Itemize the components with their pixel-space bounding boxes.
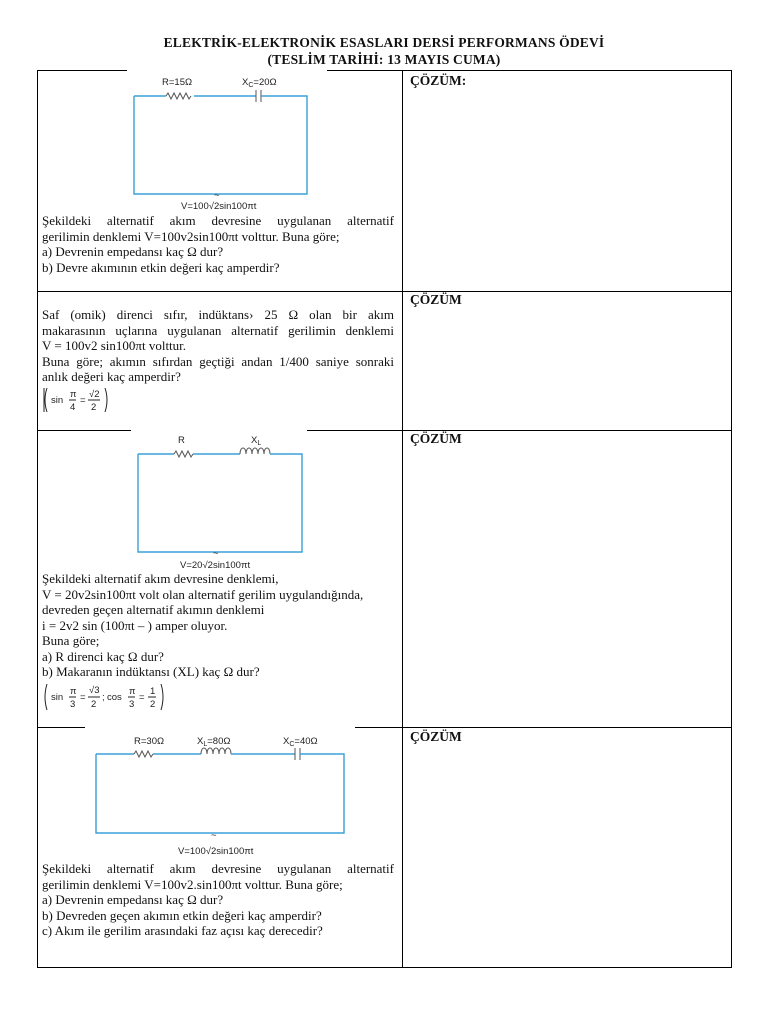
capacitor-label: $X_C=20\Omega$ (242, 77, 277, 89)
inductor-label: $X_L$ (251, 435, 262, 447)
solution-label-2: ÇÖZÜM (410, 292, 462, 307)
resistor-symbol (174, 451, 193, 457)
svg-text:=: = (80, 692, 86, 703)
resistor-symbol (166, 93, 191, 99)
svg-text:cos: cos (107, 692, 122, 703)
source-label: V=100√2sin100πt (181, 201, 257, 212)
hint-formula-sin (43, 386, 115, 414)
question-1-text (42, 213, 394, 275)
resistor-symbol (134, 751, 153, 757)
question-2-line: makarasının uçlarına uygulanan alternatif gerilimin denklemi (42, 322, 394, 338)
svg-text:1: 1 (150, 686, 156, 697)
question-2-line: anlık değeri kaç amperdir? (42, 369, 181, 384)
svg-text:sin: sin (51, 692, 64, 703)
svg-text:2: 2 (91, 402, 97, 413)
resistor-label: R=30Ω (134, 736, 165, 747)
capacitor-symbol (256, 90, 261, 102)
svg-text:π: π (129, 686, 136, 697)
svg-text:π: π (70, 686, 77, 697)
question-4-line: Şekildeki alternatif akım devresine uygulanan alternatif (42, 861, 394, 876)
question-2-text (42, 307, 394, 385)
svg-text:=: = (139, 692, 145, 703)
question-4-line: a) Devrenin empedansı kaç Ω dur? (42, 892, 224, 907)
ac-source-symbol: ~ (214, 190, 220, 201)
source-label: V=20√2sin100πt (180, 560, 251, 571)
solution-label-3: ÇÖZÜM (410, 431, 462, 446)
rlc-circuit-diagram (90, 730, 350, 860)
page-title: ELEKTRİK-ELEKTRONİK ESASLARI DERSİ PERFORMANS ÖDEVİ (163, 35, 605, 50)
inductor-label: $X_L=80\Omega$ (197, 736, 231, 748)
rl-circuit-diagram (130, 432, 310, 572)
source-label: V=100√2sin100πt (178, 846, 254, 857)
question-2-line: Saf (omik) direnci sıfır, indüktans› 25 Ω olan bir akım (42, 307, 394, 322)
hint-formula-sin-cos (43, 682, 183, 712)
question-3-line: a) R direnci kaç Ω dur? (42, 648, 164, 664)
svg-text:4: 4 (70, 402, 76, 413)
question-3-line: devreden geçen alternatif akımın denklemi (42, 602, 265, 617)
capacitor-symbol (295, 748, 300, 760)
question-3-text (42, 571, 394, 680)
inductor-symbol (201, 748, 231, 754)
question-3-line: b) Makaranın indüktansı (XL) kaç Ω dur? (42, 664, 260, 679)
question-3-line: V = 20v2sin100πt volt olan alternatif gerilim uygulandığında, (42, 586, 364, 602)
svg-text:sin: sin (51, 395, 64, 406)
svg-text:√2: √2 (89, 389, 100, 400)
question-1-line: Şekildeki alternatif akım devresine uygulanan alternatif (42, 213, 394, 228)
deadline-subtitle: (TESLİM TARİHİ: 13 MAYIS CUMA) (267, 52, 501, 67)
solution-label-4: ÇÖZÜM (410, 729, 462, 744)
question-1-line: b) Devre akımının etkin değeri kaç amperdir? (42, 259, 280, 275)
capacitor-label: $X_C=40\Omega$ (283, 736, 318, 748)
svg-text:π: π (70, 389, 77, 400)
svg-text:√3: √3 (89, 685, 100, 696)
question-3-line: i = 2v2 sin (100πt – ) amper oluyor. (42, 617, 228, 633)
question-4-line: b) Devreden geçen akımın etkin değeri kaç amperdir? (42, 907, 322, 923)
question-4-line: c) Akım ile gerilim arasındaki faz açısı kaç derecedir? (42, 923, 323, 938)
svg-text:=: = (80, 395, 86, 406)
svg-text:3: 3 (129, 699, 135, 710)
inductor-symbol (240, 448, 270, 454)
svg-text:3: 3 (70, 699, 76, 710)
solution-label-1: ÇÖZÜM: (410, 73, 467, 88)
question-2-line: Buna göre; akımın sıfırdan geçtiği andan 1/400 saniye sonraki (42, 353, 394, 369)
question-4-line: gerilimin denklemi V=100v2.sin100πt volttur. Buna göre; (42, 876, 343, 892)
question-3-line: Şekildeki alternatif akım devresine denklemi, (42, 571, 279, 586)
question-3-line: Buna göre; (42, 633, 100, 648)
ac-source-symbol: ~ (211, 830, 217, 841)
figure-gap (127, 68, 327, 73)
rc-circuit-diagram (120, 74, 320, 214)
question-1-line: a) Devrenin empedansı kaç Ω dur? (42, 244, 224, 259)
column-divider (402, 70, 403, 968)
ac-source-symbol: ~ (213, 548, 219, 559)
question-4-text (42, 861, 394, 939)
resistor-label: R=15Ω (162, 77, 193, 88)
svg-text:2: 2 (150, 699, 156, 710)
question-2-line: V = 100v2 sin100πt volttur. (42, 338, 187, 353)
resistor-label: R (178, 435, 185, 446)
svg-text:;: ; (102, 692, 105, 703)
row-divider (37, 291, 732, 292)
question-1-line: gerilimin denklemi V=100v2sin100πt volttur. Buna göre; (42, 228, 340, 244)
svg-text:2: 2 (91, 699, 97, 710)
